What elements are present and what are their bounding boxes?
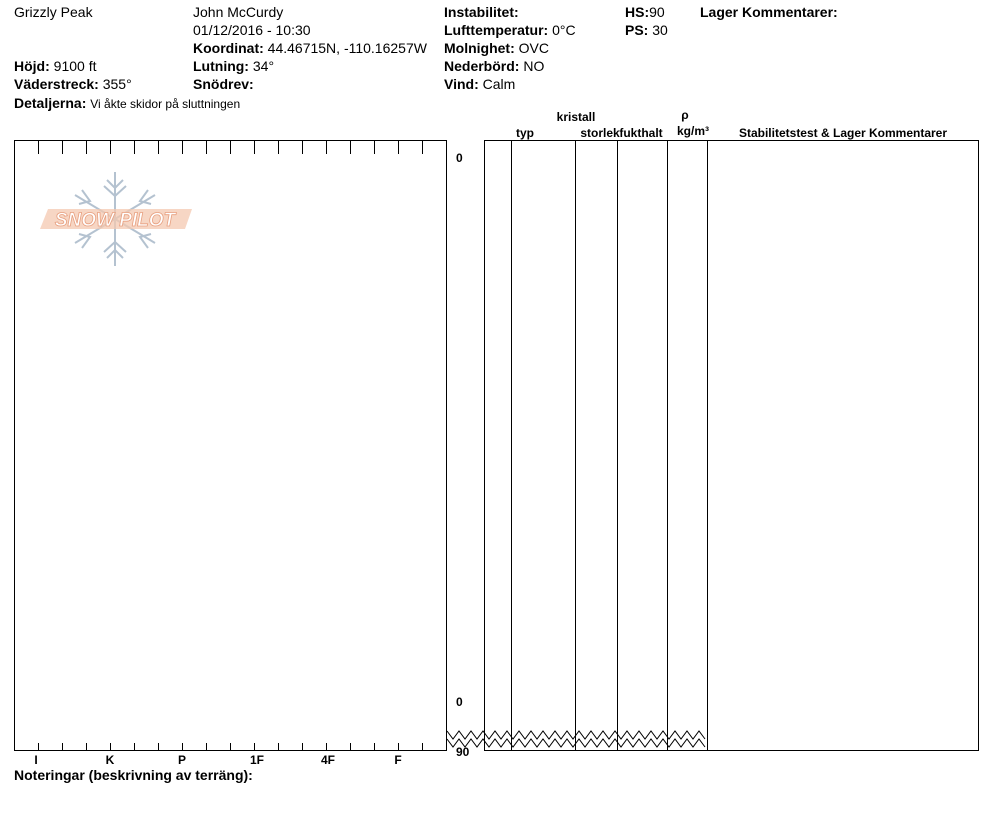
drift-label: Snödrev:	[193, 76, 254, 92]
hardness-tick-label: P	[177, 753, 186, 767]
rho-header: ρ	[681, 108, 689, 122]
hardness-tick-label: 4F	[320, 753, 335, 767]
observation-datetime: 01/12/2016 - 10:30	[193, 22, 311, 38]
wind-value: Calm	[482, 76, 516, 92]
coordinates-value: 44.46715N, -110.16257W	[267, 40, 427, 56]
crystal-header: kristall	[556, 110, 596, 124]
elevation-label: Höjd:	[14, 58, 50, 74]
slope-value: 34°	[252, 58, 275, 74]
type-header: typ	[516, 126, 534, 140]
stability-header: Stabilitetstest & Lager Kommentarer	[738, 126, 948, 140]
size-header: storlek	[580, 126, 620, 140]
air-temp-value: 0°C	[552, 22, 576, 38]
precip-label: Nederbörd:	[444, 58, 520, 74]
precip-value: NO	[523, 58, 545, 74]
hardness-tick-label: K	[105, 753, 115, 767]
observer-name: John McCurdy	[193, 4, 284, 20]
details-value: Vi åkte skidor på sluttningen	[90, 97, 241, 111]
instability-label: Instabilitet:	[444, 4, 519, 20]
hardness-profile-frame	[15, 141, 447, 751]
hardness-tick-label: 1F	[249, 753, 264, 767]
layer-comments-label: Lager Kommentarer:	[700, 4, 838, 20]
coordinates-label: Koordinat:	[193, 40, 264, 56]
details-label: Detaljerna:	[14, 95, 87, 111]
top-tick-marks	[39, 141, 423, 154]
snowpilot-logo-text: SNOW PILOT	[54, 210, 176, 231]
layer-table-frame	[485, 141, 979, 751]
hs-label: HS:	[625, 4, 650, 20]
aspect-label: Väderstreck:	[14, 76, 99, 92]
wind-label: Vind:	[444, 76, 479, 92]
depth-mid-label: 0	[456, 695, 463, 709]
hardness-tick-label: I	[34, 753, 38, 767]
cloud-label: Molnighet:	[444, 40, 515, 56]
elevation-value: 9100 ft	[53, 58, 97, 74]
air-temp-label: Lufttemperatur:	[444, 22, 549, 38]
ps-value: 30	[652, 22, 668, 38]
depth-top-label: 0	[456, 151, 463, 165]
moisture-header: fukthalt	[619, 126, 663, 140]
bottom-tick-marks	[39, 743, 423, 750]
depth-bottom-label: 90	[456, 745, 470, 759]
location-name: Grizzly Peak	[14, 4, 93, 20]
hardness-tick-label: F	[394, 753, 402, 767]
cloud-value: OVC	[518, 40, 549, 56]
aspect-value: 355°	[102, 76, 132, 92]
slope-label: Lutning:	[193, 58, 249, 74]
hs-value: 90	[649, 4, 665, 20]
density-unit-header: kg/m³	[676, 124, 709, 138]
ps-label: PS:	[625, 22, 649, 38]
notes-label: Noteringar (beskrivning av terräng):	[14, 767, 253, 783]
